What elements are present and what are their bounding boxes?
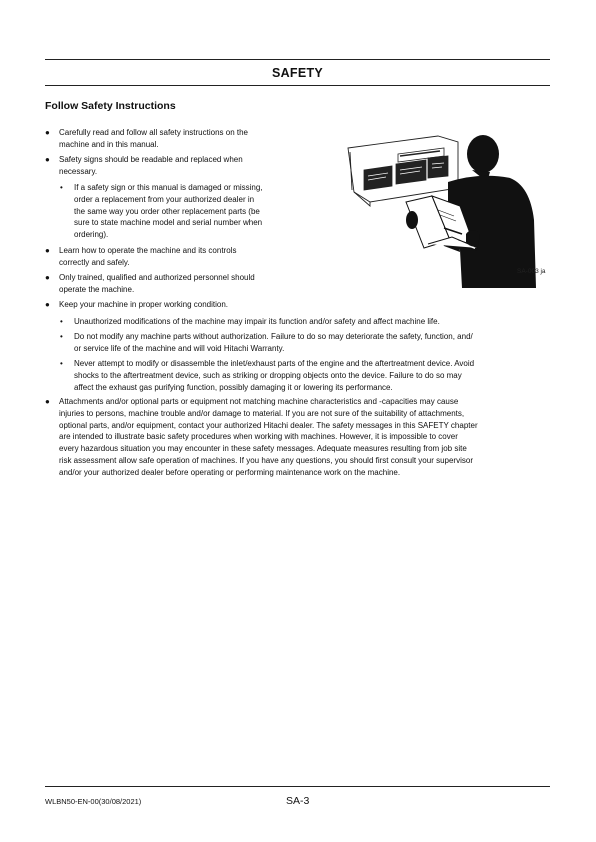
sub-bullet-glyph: • <box>60 359 63 368</box>
bullet-1-text: Carefully read and follow all safety instructions on the machine and in this manual. <box>59 128 248 149</box>
sub-bullet-glyph: • <box>60 317 63 326</box>
page-number: SA-3 <box>286 795 310 807</box>
safety-illustration <box>340 130 555 290</box>
page-title: SAFETY <box>271 66 324 80</box>
sub-bullet-glyph: • <box>60 183 63 192</box>
bullet-6-text: Attachments and/or optional parts or equipment not matching machine characteristics and -capacities may cause injuries to persons, machine trouble and/or damage to material. If you are not sure of the suitability of attachments, optional parts, and/or equipment, contact your authorized Hitachi dealer. The safety messages in this SAFETY chapter are intended to illustrate basic safety procedures when working with machines. However, it is impossible to cover every hazardous situation you may encounter in these safety messages. Adequate measures resulting from job site risk assessment allow safe operation of machines. If you have any questions, you should first consult your supervisor and/or your authorized dealer before operating or performing maintenance work on the machine. <box>59 397 478 477</box>
bullet-glyph: ● <box>45 273 50 282</box>
bullet-glyph: ● <box>45 300 50 309</box>
section-heading: Follow Safety Instructions <box>45 100 176 112</box>
bullet-5-sub-3-text: Never attempt to modify or disassemble the inlet/exhaust parts of the engine and the aftertreatment device. Avoid shocks to the aftertreatment device, such as striking or dropping objects onto the device. Failure to do so may affect the exhaust gas purifying function, possibly damaging it or lowering its performance. <box>74 359 475 392</box>
bullet-glyph: ● <box>45 246 50 255</box>
bullet-3-text: Learn how to operate the machine and its controls correctly and safely. <box>59 246 237 267</box>
sub-bullet-glyph: • <box>60 332 63 341</box>
bullet-5-text: Keep your machine in proper working condition. <box>59 300 228 309</box>
bullet-2-text: Safety signs should be readable and replaced when necessary. <box>59 155 243 176</box>
document-code: WLBN50-EN-00(30/08/2021) <box>45 797 142 806</box>
figure-caption: SA-003 ja <box>517 268 546 275</box>
bullet-glyph: ● <box>45 397 50 406</box>
title-underline <box>45 85 550 86</box>
bullet-glyph: ● <box>45 128 50 137</box>
bullet-4-text: Only trained, qualified and authorized personnel should operate the machine. <box>59 273 255 294</box>
bullet-5-sub-1-text: Unauthorized modifications of the machine may impair its function and/or safety and affect machine life. <box>74 317 440 326</box>
header-rule <box>45 59 550 60</box>
bullet-glyph: ● <box>45 155 50 164</box>
bullet-5-sub-2-text: Do not modify any machine parts without authorization. Failure to do so may deteriorate the safety, function, and/ or service life of the machine and will void Hitachi Warranty. <box>74 332 473 353</box>
footer-rule <box>45 786 550 787</box>
bullet-2-sub-text: If a safety sign or this manual is damaged or missing, order a replacement from your authorized dealer in the same way you order other replacement parts (be sure to state machine model and serial number when ordering). <box>74 183 263 240</box>
